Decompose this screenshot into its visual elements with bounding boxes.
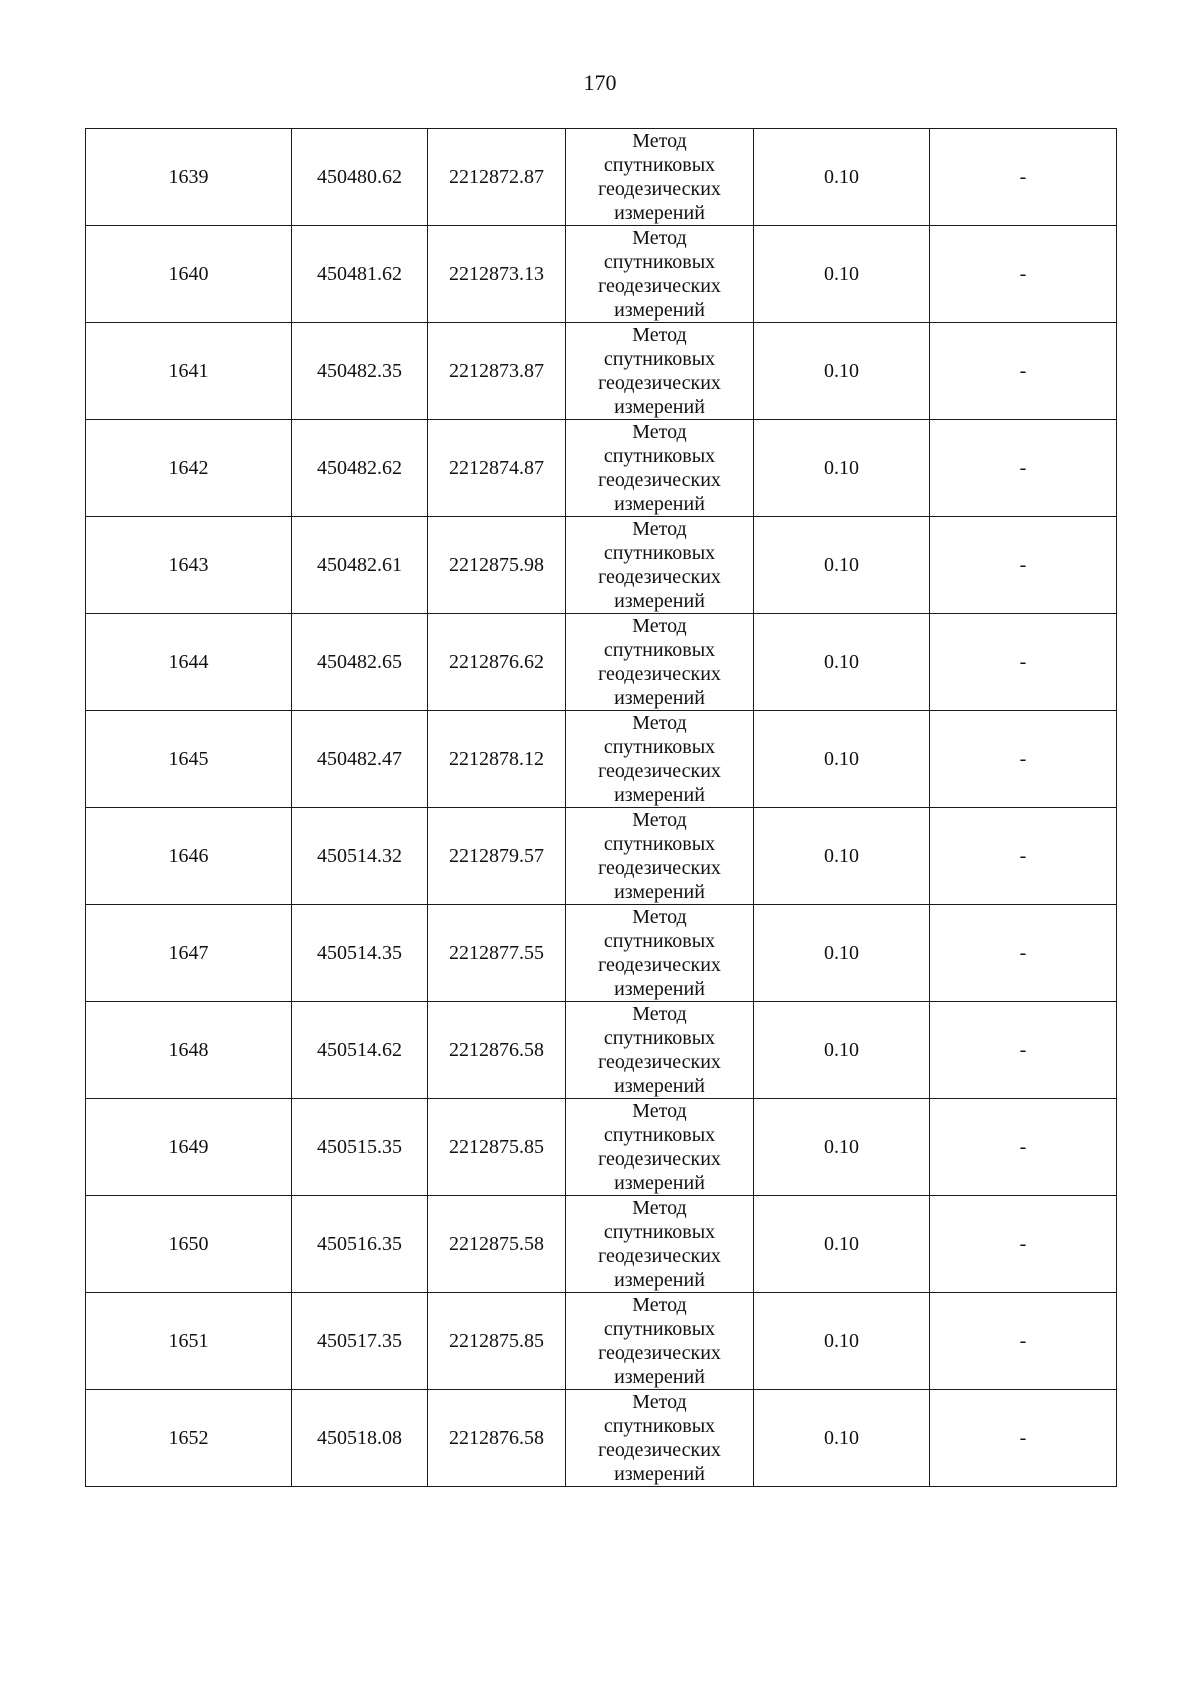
method-line: Метод [632, 1391, 687, 1413]
method-cell [566, 614, 754, 711]
accuracy-cell: 0.10 [754, 1002, 930, 1099]
y-coordinate-cell: 2212874.87 [428, 420, 566, 517]
x-coordinate-cell: 450482.61 [292, 517, 428, 614]
x-coordinate-cell: 450514.32 [292, 808, 428, 905]
method-line: геодезических [598, 178, 721, 200]
point-number-cell: 1642 [86, 420, 292, 517]
point-number-cell: 1649 [86, 1099, 292, 1196]
accuracy-cell: 0.10 [754, 1390, 930, 1487]
y-coordinate-cell: 2212872.87 [428, 129, 566, 226]
coordinates-table [85, 128, 1117, 1487]
method-cell [566, 1390, 754, 1487]
note-cell: - [930, 1293, 1117, 1390]
method-cell [566, 1099, 754, 1196]
method-line: спутниковых [603, 833, 716, 855]
method-line: спутниковых [603, 1318, 716, 1340]
accuracy-cell: 0.10 [754, 517, 930, 614]
method-line: геодезических [598, 372, 721, 394]
method-line: измерений [614, 590, 705, 612]
point-number-cell: 1644 [86, 614, 292, 711]
method-line: спутниковых [603, 1027, 716, 1049]
y-coordinate-cell: 2212875.85 [428, 1293, 566, 1390]
accuracy-cell: 0.10 [754, 808, 930, 905]
note-cell: - [930, 614, 1117, 711]
table-row [86, 517, 1117, 614]
y-coordinate-cell: 2212878.12 [428, 711, 566, 808]
method-line: спутниковых [603, 930, 716, 952]
method-cell [566, 517, 754, 614]
point-number-cell: 1640 [86, 226, 292, 323]
method-line: Метод [632, 1294, 687, 1316]
page-number: 170 [583, 70, 617, 95]
method-line: геодезических [598, 1148, 721, 1170]
method-line: измерений [614, 396, 705, 418]
method-line: спутниковых [603, 1415, 716, 1437]
accuracy-cell: 0.10 [754, 323, 930, 420]
method-cell [566, 420, 754, 517]
x-coordinate-cell: 450482.65 [292, 614, 428, 711]
table-row [86, 614, 1117, 711]
method-line: спутниковых [603, 251, 716, 273]
y-coordinate-cell: 2212876.62 [428, 614, 566, 711]
accuracy-cell: 0.10 [754, 1196, 930, 1293]
method-line: измерений [614, 978, 705, 1000]
method-cell [566, 1293, 754, 1390]
point-number-cell: 1651 [86, 1293, 292, 1390]
accuracy-cell: 0.10 [754, 905, 930, 1002]
method-line: геодезических [598, 760, 721, 782]
x-coordinate-cell: 450482.62 [292, 420, 428, 517]
x-coordinate-cell: 450514.35 [292, 905, 428, 1002]
note-cell: - [930, 711, 1117, 808]
accuracy-cell: 0.10 [754, 1099, 930, 1196]
method-cell [566, 808, 754, 905]
y-coordinate-cell: 2212875.85 [428, 1099, 566, 1196]
method-line: Метод [632, 1003, 687, 1025]
method-line: геодезических [598, 1342, 721, 1364]
table-row [86, 1293, 1117, 1390]
y-coordinate-cell: 2212875.58 [428, 1196, 566, 1293]
point-number-cell: 1645 [86, 711, 292, 808]
point-number-cell: 1639 [86, 129, 292, 226]
method-line: Метод [632, 906, 687, 928]
method-line: измерений [614, 1366, 705, 1388]
method-line: геодезических [598, 1439, 721, 1461]
method-line: Метод [632, 421, 687, 443]
x-coordinate-cell: 450480.62 [292, 129, 428, 226]
method-line: Метод [632, 518, 687, 540]
method-line: геодезических [598, 954, 721, 976]
method-line: измерений [614, 202, 705, 224]
method-line: геодезических [598, 1051, 721, 1073]
table-row [86, 1002, 1117, 1099]
method-line: измерений [614, 687, 705, 709]
point-number-cell: 1641 [86, 323, 292, 420]
x-coordinate-cell: 450482.47 [292, 711, 428, 808]
note-cell: - [930, 323, 1117, 420]
point-number-cell: 1647 [86, 905, 292, 1002]
method-line: измерений [614, 881, 705, 903]
method-line: спутниковых [603, 736, 716, 758]
accuracy-cell: 0.10 [754, 226, 930, 323]
method-line: измерений [614, 493, 705, 515]
note-cell: - [930, 808, 1117, 905]
x-coordinate-cell: 450517.35 [292, 1293, 428, 1390]
method-cell [566, 711, 754, 808]
x-coordinate-cell: 450515.35 [292, 1099, 428, 1196]
note-cell: - [930, 905, 1117, 1002]
table-body [86, 129, 1117, 1487]
table-row [86, 808, 1117, 905]
point-number-cell: 1643 [86, 517, 292, 614]
method-line: геодезических [598, 275, 721, 297]
method-line: измерений [614, 299, 705, 321]
y-coordinate-cell: 2212879.57 [428, 808, 566, 905]
table-row [86, 905, 1117, 1002]
note-cell: - [930, 1099, 1117, 1196]
method-line: Метод [632, 615, 687, 637]
method-line: измерений [614, 1172, 705, 1194]
note-cell: - [930, 226, 1117, 323]
accuracy-cell: 0.10 [754, 129, 930, 226]
y-coordinate-cell: 2212877.55 [428, 905, 566, 1002]
method-cell [566, 905, 754, 1002]
y-coordinate-cell: 2212873.87 [428, 323, 566, 420]
note-cell: - [930, 420, 1117, 517]
point-number-cell: 1652 [86, 1390, 292, 1487]
method-line: спутниковых [603, 542, 716, 564]
point-number-cell: 1650 [86, 1196, 292, 1293]
method-line: геодезических [598, 857, 721, 879]
method-line: Метод [632, 1100, 687, 1122]
x-coordinate-cell: 450514.62 [292, 1002, 428, 1099]
x-coordinate-cell: 450482.35 [292, 323, 428, 420]
method-line: измерений [614, 1269, 705, 1291]
method-line: геодезических [598, 663, 721, 685]
note-cell: - [930, 1196, 1117, 1293]
accuracy-cell: 0.10 [754, 420, 930, 517]
table-row [86, 1196, 1117, 1293]
y-coordinate-cell: 2212876.58 [428, 1390, 566, 1487]
point-number-cell: 1646 [86, 808, 292, 905]
method-line: Метод [632, 130, 687, 152]
method-line: геодезических [598, 1245, 721, 1267]
table-row [86, 1390, 1117, 1487]
method-cell [566, 1196, 754, 1293]
method-line: спутниковых [603, 639, 716, 661]
method-line: Метод [632, 809, 687, 831]
method-cell [566, 129, 754, 226]
method-line: измерений [614, 784, 705, 806]
x-coordinate-cell: 450516.35 [292, 1196, 428, 1293]
method-line: спутниковых [603, 348, 716, 370]
note-cell: - [930, 517, 1117, 614]
note-cell: - [930, 1002, 1117, 1099]
method-line: спутниковых [603, 1124, 716, 1146]
method-line: спутниковых [603, 154, 716, 176]
table-row [86, 1099, 1117, 1196]
method-line: Метод [632, 712, 687, 734]
method-line: геодезических [598, 469, 721, 491]
method-cell [566, 226, 754, 323]
table-row [86, 129, 1117, 226]
method-line: спутниковых [603, 1221, 716, 1243]
y-coordinate-cell: 2212875.98 [428, 517, 566, 614]
table-row [86, 420, 1117, 517]
y-coordinate-cell: 2212873.13 [428, 226, 566, 323]
y-coordinate-cell: 2212876.58 [428, 1002, 566, 1099]
method-line: Метод [632, 227, 687, 249]
method-line: геодезических [598, 566, 721, 588]
method-cell [566, 323, 754, 420]
accuracy-cell: 0.10 [754, 614, 930, 711]
method-line: Метод [632, 1197, 687, 1219]
note-cell: - [930, 1390, 1117, 1487]
note-cell: - [930, 129, 1117, 226]
x-coordinate-cell: 450481.62 [292, 226, 428, 323]
method-cell [566, 1002, 754, 1099]
accuracy-cell: 0.10 [754, 1293, 930, 1390]
method-line: измерений [614, 1075, 705, 1097]
table-row [86, 323, 1117, 420]
point-number-cell: 1648 [86, 1002, 292, 1099]
method-line: Метод [632, 324, 687, 346]
table-row [86, 711, 1117, 808]
accuracy-cell: 0.10 [754, 711, 930, 808]
x-coordinate-cell: 450518.08 [292, 1390, 428, 1487]
method-line: спутниковых [603, 445, 716, 467]
table-row [86, 226, 1117, 323]
method-line: измерений [614, 1463, 705, 1485]
